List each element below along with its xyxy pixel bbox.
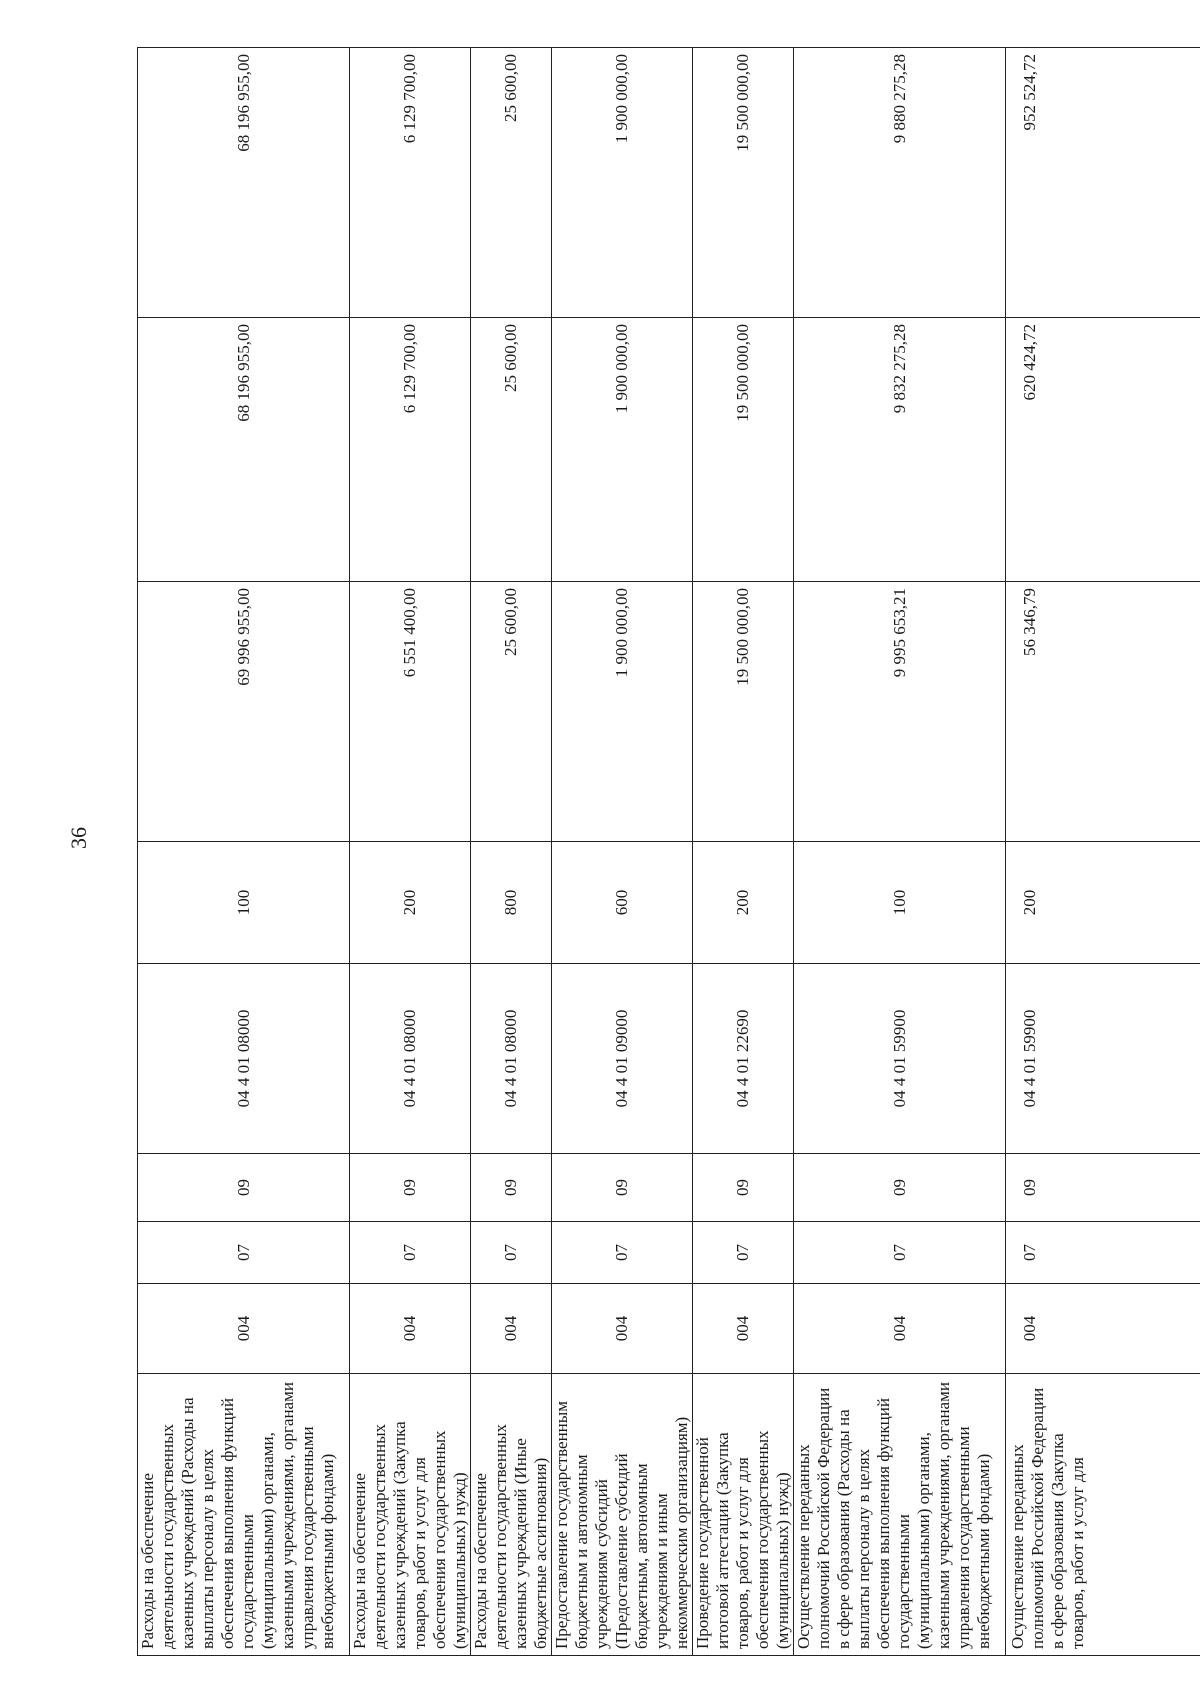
table-row: [552, 48, 693, 1656]
amount-1: 56 346,79: [1006, 582, 1200, 842]
subsection-code: 09: [693, 1154, 794, 1222]
amount-1: 1 900 000,00: [552, 582, 693, 842]
subsection-code: 09: [138, 1154, 350, 1222]
target-article-code: 04 4 01 08000: [138, 964, 350, 1154]
expense-type-code: 200: [693, 842, 794, 964]
amount-1: 9 995 653,21: [794, 582, 1006, 842]
amount-1: 6 551 400,00: [350, 582, 471, 842]
target-article-code: 04 4 01 59900: [1006, 964, 1200, 1154]
row-description: Осуществление переданных полномочий Российской Федерации в сфере образования (Расходы на выплаты персоналу в целях обеспечения выполнения функций государственными (муниципальными) органами, казенными учреждениями, органами управления государственными внебюджетными фондами): [794, 1374, 1006, 1656]
page-number: 36: [66, 827, 91, 849]
section-code: 07: [138, 1222, 350, 1284]
section-code: 07: [693, 1222, 794, 1284]
ministry-code: 004: [138, 1284, 350, 1374]
amount-3: 1 900 000,00: [552, 48, 693, 318]
row-description: Предоставление государственным бюджетным и автономным учреждениям субсидий (Предоставление субсидий бюджетным, автономным учреждениям и иным некоммерческим организациям): [552, 1374, 693, 1656]
subsection-code: 09: [552, 1154, 693, 1222]
expense-type-code: 100: [794, 842, 1006, 964]
amount-3: 9 880 275,28: [794, 48, 1006, 318]
budget-table-rotated: [137, 48, 1189, 1656]
amount-2: 6 129 700,00: [350, 318, 471, 582]
ministry-code: 004: [693, 1284, 794, 1374]
amount-3: 68 196 955,00: [138, 48, 350, 318]
section-code: 07: [552, 1222, 693, 1284]
budget-table-container: [137, 48, 1189, 1656]
amount-2: 68 196 955,00: [138, 318, 350, 582]
section-code: 07: [1006, 1222, 1200, 1284]
expense-type-code: 800: [471, 842, 552, 964]
section-code: 07: [794, 1222, 1006, 1284]
ministry-code: 004: [350, 1284, 471, 1374]
amount-2: 19 500 000,00: [693, 318, 794, 582]
budget-table: [137, 47, 1200, 1656]
row-description: Расходы на обеспечение деятельности государственных казенных учреждений (Иные бюджетные ассигнования): [471, 1374, 552, 1656]
amount-3: 6 129 700,00: [350, 48, 471, 318]
target-article-code: 04 4 01 08000: [471, 964, 552, 1154]
ministry-code: 004: [1006, 1284, 1200, 1374]
table-row: [1006, 48, 1200, 1656]
target-article-code: 04 4 01 08000: [350, 964, 471, 1154]
target-article-code: 04 4 01 09000: [552, 964, 693, 1154]
amount-3: 952 524,72: [1006, 48, 1200, 318]
ministry-code: 004: [794, 1284, 1006, 1374]
subsection-code: 09: [1006, 1154, 1200, 1222]
ministry-code: 004: [552, 1284, 693, 1374]
table-row: [350, 48, 471, 1656]
expense-type-code: 200: [350, 842, 471, 964]
table-row: [794, 48, 1006, 1656]
target-article-code: 04 4 01 59900: [794, 964, 1006, 1154]
subsection-code: 09: [471, 1154, 552, 1222]
section-code: 07: [350, 1222, 471, 1284]
amount-2: 9 832 275,28: [794, 318, 1006, 582]
subsection-code: 09: [794, 1154, 1006, 1222]
ministry-code: 004: [471, 1284, 552, 1374]
amount-1: 19 500 000,00: [693, 582, 794, 842]
amount-1: 69 996 955,00: [138, 582, 350, 842]
table-row: [138, 48, 350, 1656]
amount-1: 25 600,00: [471, 582, 552, 842]
row-description: Проведение государственной итоговой аттестации (Закупка товаров, работ и услуг для обеспечения государственных (муниципальных) нужд): [693, 1374, 794, 1656]
row-description: Расходы на обеспечение деятельности государственных казенных учреждений (Расходы на выплаты персоналу в целях обеспечения выполнения функций государственными (муниципальными) органами, казенными учреждениями, органами управления государственными внебюджетными фондами): [138, 1374, 350, 1656]
expense-type-code: 100: [138, 842, 350, 964]
amount-2: 1 900 000,00: [552, 318, 693, 582]
amount-3: 19 500 000,00: [693, 48, 794, 318]
row-description: Расходы на обеспечение деятельности государственных казенных учреждений (Закупка товаров, работ и услуг для обеспечения государственных (муниципальных) нужд): [350, 1374, 471, 1656]
expense-type-code: 200: [1006, 842, 1200, 964]
amount-2: 620 424,72: [1006, 318, 1200, 582]
table-row: [471, 48, 552, 1656]
subsection-code: 09: [350, 1154, 471, 1222]
section-code: 07: [471, 1222, 552, 1284]
table-row: [693, 48, 794, 1656]
target-article-code: 04 4 01 22690: [693, 964, 794, 1154]
row-description: Осуществление переданных полномочий Российской Федерации в сфере образования (Закупка товаров, работ и услуг для: [1006, 1374, 1200, 1656]
amount-2: 25 600,00: [471, 318, 552, 582]
expense-type-code: 600: [552, 842, 693, 964]
amount-3: 25 600,00: [471, 48, 552, 318]
